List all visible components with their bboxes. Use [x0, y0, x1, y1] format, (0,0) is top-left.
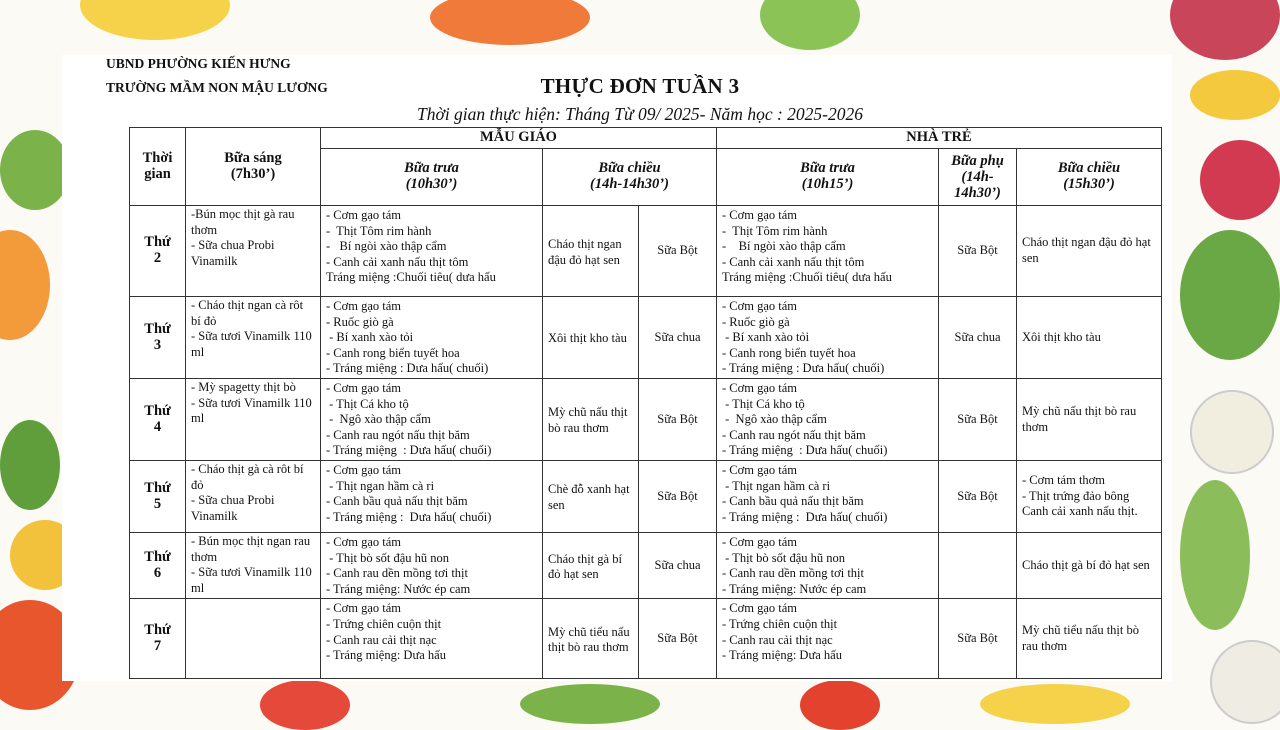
bottom-greens-decoration	[520, 684, 660, 724]
mg-afternoon-milk-cell	[639, 206, 717, 297]
mg-lunch-item: - Tráng miệng: Dưa hấu	[326, 648, 446, 663]
nt-snack-cell	[939, 297, 1017, 379]
nt-lunch-cell	[717, 533, 939, 599]
mg-afternoon-header-label: Bữa chiều	[598, 160, 661, 177]
nt-lunch-item: - Thịt Cá kho tộ	[722, 396, 805, 411]
mg-lunch-item: - Bí ngòi xào thập cẩm	[326, 239, 447, 254]
nt-snack: Sữa Bột	[957, 243, 998, 258]
nt-lunch-item: - Thịt bò sốt đậu hũ non	[722, 550, 846, 565]
time-column-header	[130, 128, 186, 206]
nt-lunch-item: - Tráng miệng : Dưa hấu( chuối)	[722, 443, 888, 458]
day-number: 4	[153, 418, 162, 435]
nt-snack: Sữa Bột	[957, 411, 998, 426]
day-cell	[130, 206, 186, 297]
mg-afternoon-food: Cháo thịt ngan đậu đỏ hạt sen	[548, 236, 622, 267]
nt-lunch-item: - Thịt Tôm rim hành	[722, 223, 828, 238]
nt-snack-cell	[939, 206, 1017, 297]
mg-afternoon-food: Mỳ chũ tiểu nấu thịt bò rau thơm	[548, 624, 630, 655]
carrot-top-decoration	[430, 0, 590, 45]
mg-lunch-item: - Thịt ngan hầm cà ri	[326, 478, 435, 493]
mg-lunch-item: - Tráng miệng: Nước ép cam	[326, 581, 471, 596]
mg-lunch-item: - Cơm gạo tám	[326, 601, 401, 616]
breakfast-column-header	[186, 128, 321, 206]
nt-afternoon: Cháo thịt ngan đậu đỏ hạt sen	[1022, 235, 1151, 265]
nt-snack-cell	[939, 461, 1017, 533]
beet-decoration	[1200, 140, 1280, 220]
breakfast-cell	[186, 379, 321, 461]
mg-afternoon-header-time: (14h-14h30’)	[590, 176, 669, 192]
day-cell	[130, 533, 186, 599]
mg-lunch-item: - Trứng chiên cuộn thịt	[326, 616, 442, 631]
breakfast-header-label: Bữa sáng	[224, 149, 282, 166]
breakfast-text: - Cháo thịt ngan cà rôt bí đỏ - Sữa tươi Vinamilk 110 ml	[191, 298, 312, 359]
mg-afternoon-food-cell	[543, 297, 639, 379]
nt-afternoon: - Cơm tám thơm - Thịt trứng đảo bông Canh cải xanh nấu thịt.	[1022, 473, 1138, 519]
nt-afternoon: Mỳ chũ nấu thịt bò rau thơm	[1022, 403, 1137, 434]
nt-lunch-item: - Bí ngòi xào thập cẩm	[722, 239, 846, 254]
nt-lunch-item: - Ngô xào thập cẩm	[722, 412, 827, 427]
mg-afternoon-food: Chè đỗ xanh hạt sen	[548, 482, 630, 512]
nt-lunch-header-label: Bữa trưa	[800, 160, 855, 177]
day-number: 2	[153, 250, 162, 266]
mg-lunch-item: - Cơm gạo tám	[326, 381, 401, 395]
mg-lunch-item: - Tráng miệng : Dưa hấu( chuối)	[326, 361, 489, 376]
onion-decoration	[1170, 0, 1280, 60]
mg-lunch-cell	[321, 599, 543, 679]
mg-afternoon-milk: Sữa chua	[654, 329, 701, 344]
nt-snack: Sữa Bột	[957, 631, 998, 646]
nt-lunch-cell	[717, 379, 939, 461]
nt-afternoon-cell	[1017, 206, 1162, 297]
mg-lunch-item: - Ruốc giò gà	[326, 314, 394, 329]
nt-lunch-item: - Tráng miệng: Nước ép cam	[722, 581, 867, 596]
mg-afternoon-milk: Sữa chua	[654, 557, 701, 572]
table-row	[130, 599, 1162, 679]
nt-lunch-item: - Canh bầu quả nấu thịt băm	[722, 494, 864, 509]
mg-lunch-item: - Tráng miệng : Dưa hấu( chuối)	[326, 443, 492, 458]
nt-snack-cell	[939, 379, 1017, 461]
breakfast-text: - Bún mọc thịt ngan rau thơm - Sữa tươi Vinamilk 110 ml	[191, 534, 312, 595]
day-number: 7	[153, 637, 162, 654]
nt-afternoon-cell	[1017, 297, 1162, 379]
mg-afternoon-food: Cháo thịt gà bí đỏ hạt sen	[548, 551, 622, 582]
nt-lunch-header	[717, 149, 939, 206]
mg-lunch-item: - Thịt Tôm rim hành	[326, 223, 432, 238]
corn-decoration	[80, 0, 230, 40]
nt-snack-header-time-end: 14h30’)	[954, 185, 1001, 201]
breakfast-text: - Mỳ spagetty thịt bò - Sữa tươi Vinamilk 110 ml	[191, 380, 312, 426]
broccoli-right-decoration	[1180, 230, 1280, 360]
nt-afternoon-header-time: (15h30’)	[1063, 176, 1115, 192]
radish-decoration	[1190, 390, 1274, 474]
mg-lunch-cell	[321, 379, 543, 461]
nt-afternoon-header	[1017, 149, 1162, 206]
mg-afternoon-food-cell	[543, 206, 639, 297]
day-label: Thứ	[144, 479, 171, 496]
mg-afternoon-milk-cell	[639, 533, 717, 599]
bottom-corn-decoration	[980, 684, 1130, 724]
nt-lunch-cell	[717, 599, 939, 679]
nt-lunch-cell	[717, 461, 939, 533]
nt-lunch-item: - Canh rau dền mồng tơi thịt	[722, 566, 865, 581]
school-name: TRƯỜNG MẦM NON MẬU LƯƠNG	[106, 80, 328, 95]
mg-lunch-item: - Cơm gạo tám	[326, 208, 401, 222]
day-number: 6	[153, 564, 162, 581]
mg-afternoon-food-cell	[543, 599, 639, 679]
mg-afternoon-milk-cell	[639, 599, 717, 679]
breakfast-cell	[186, 599, 321, 679]
table-row	[130, 297, 1162, 379]
garlic-decoration	[1210, 640, 1280, 724]
day-number: 3	[153, 336, 162, 353]
nt-lunch-item: - Trứng chiên cuộn thịt	[722, 616, 838, 631]
nt-snack: Sữa chua	[954, 329, 1001, 344]
nt-afternoon-cell	[1017, 599, 1162, 679]
nt-snack-cell	[939, 533, 1017, 599]
mg-lunch-item: - Tráng miệng : Dưa hấu( chuối)	[326, 509, 492, 524]
mg-afternoon-header	[543, 149, 717, 206]
nt-lunch-item: - Cơm gạo tám	[722, 535, 797, 549]
nt-lunch-item: - Canh rau cải thịt nạc	[722, 632, 833, 647]
nt-afternoon-cell	[1017, 379, 1162, 461]
day-label: Thứ	[144, 549, 171, 566]
mg-lunch-item: - Canh rau cải thịt nạc	[326, 632, 437, 647]
nt-snack-header	[939, 149, 1017, 206]
day-label: Thứ	[144, 402, 171, 419]
nt-lunch-item: - Cơm gạo tám	[722, 463, 797, 477]
nt-snack-cell	[939, 599, 1017, 679]
mg-afternoon-milk-cell	[639, 379, 717, 461]
mg-lunch-cell	[321, 461, 543, 533]
day-cell	[130, 599, 186, 679]
mg-lunch-header-label: Bữa trưa	[404, 160, 459, 177]
nt-lunch-item: - Canh rong biển tuyết hoa	[722, 345, 856, 360]
nt-lunch-item: - Cơm gạo tám	[722, 601, 797, 616]
nt-lunch-item: - Canh cải xanh nấu thịt tôm	[722, 254, 865, 269]
page-title: THỰC ĐƠN TUẦN 3	[540, 74, 740, 98]
mg-lunch-item: Tráng miệng :Chuối tiêu( dưa hấu	[326, 270, 496, 285]
nt-afternoon: Mỳ chũ tiểu nấu thịt bò rau thơm	[1022, 623, 1139, 653]
mg-lunch-item: - Canh rau ngót nấu thịt băm	[326, 427, 470, 442]
nt-afternoon-cell	[1017, 533, 1162, 599]
mg-afternoon-milk: Sữa Bột	[657, 243, 698, 258]
weekly-menu-table	[129, 127, 1162, 679]
day-cell	[130, 297, 186, 379]
nt-afternoon: Cháo thịt gà bí đỏ hạt sen	[1022, 557, 1150, 572]
mg-lunch-item: - Canh bầu quả nấu thịt băm	[326, 494, 468, 509]
bottom-pepper-decoration	[800, 680, 880, 730]
mg-lunch-header	[321, 149, 543, 206]
time-header-label: Thời gian	[142, 149, 173, 182]
nt-lunch-item: - Tráng miệng : Dưa hấu( chuối)	[722, 509, 888, 524]
mg-lunch-cell	[321, 297, 543, 379]
mg-afternoon-milk: Sữa Bột	[657, 631, 698, 646]
mg-afternoon-milk-cell	[639, 297, 717, 379]
mg-afternoon-food-cell	[543, 533, 639, 599]
day-number: 5	[153, 495, 162, 512]
bottom-veg-decoration	[260, 680, 350, 730]
nt-lunch-cell	[717, 206, 939, 297]
breakfast-cell	[186, 297, 321, 379]
table-row	[130, 379, 1162, 461]
page-subtitle: Thời gian thực hiện: Tháng Từ 09/ 2025- Năm học : 2025-2026	[417, 104, 863, 124]
nt-lunch-item: - Ruốc giò gà	[722, 314, 790, 329]
mg-afternoon-milk: Sữa Bột	[657, 488, 698, 503]
table-row	[130, 461, 1162, 533]
mg-lunch-item: - Thịt bò sốt đậu hũ non	[326, 550, 450, 565]
menu-body	[130, 206, 1162, 679]
breakfast-cell	[186, 206, 321, 297]
nt-lunch-item: - Tráng miệng: Dưa hấu	[722, 648, 842, 663]
mg-afternoon-food-cell	[543, 461, 639, 533]
breakfast-header-time: (7h30’)	[230, 165, 276, 182]
mg-lunch-item: - Cơm gạo tám	[326, 299, 401, 313]
nt-afternoon: Xôi thịt kho tàu	[1022, 329, 1101, 344]
nt-lunch-item: - Cơm gạo tám	[722, 299, 797, 313]
day-label: Thứ	[144, 320, 171, 337]
mg-lunch-item: - Ngô xào thập cẩm	[326, 412, 431, 427]
day-cell	[130, 379, 186, 461]
mg-afternoon-food: Xôi thịt kho tàu	[548, 331, 627, 346]
mg-afternoon-food-cell	[543, 379, 639, 461]
mg-lunch-item: - Canh rau dền mồng tơi thịt	[326, 566, 469, 581]
nt-lunch-item: - Canh rau ngót nấu thịt băm	[722, 427, 866, 442]
nt-snack-header-label: Bữa phụ	[951, 153, 1004, 169]
leek-decoration	[1180, 480, 1250, 630]
mg-lunch-item: - Bí xanh xào tỏi	[326, 330, 414, 345]
breakfast-cell	[186, 461, 321, 533]
breakfast-text: - Cháo thịt gà cà rôt bí đỏ - Sữa chua Probi Vinamilk	[191, 462, 304, 523]
mg-lunch-cell	[321, 206, 543, 297]
mg-lunch-item: - Canh cải xanh nấu thịt tôm	[326, 254, 469, 269]
mg-lunch-item: - Thịt Cá kho tộ	[326, 396, 409, 411]
nha-tre-group-header: NHÀ TRẺ	[717, 128, 1162, 149]
nt-lunch-item: - Thịt ngan hầm cà ri	[722, 478, 831, 493]
nt-lunch-header-time: (10h15’)	[801, 176, 854, 192]
day-label: Thứ	[144, 622, 171, 639]
nt-lunch-item: - Tráng miệng : Dưa hấu( chuối)	[722, 361, 885, 376]
carrot-decoration	[0, 230, 50, 340]
nt-afternoon-cell	[1017, 461, 1162, 533]
mg-afternoon-milk-cell	[639, 461, 717, 533]
organization-name: UBND PHƯỜNG KIẾN HƯNG	[106, 56, 291, 71]
nt-afternoon-header-label: Bữa chiều	[1057, 160, 1121, 177]
breakfast-text: -Bún mọc thịt gà rau thơm - Sữa chua Probi Vinamilk	[191, 207, 295, 268]
mg-lunch-header-time: (10h30’)	[405, 176, 458, 192]
mg-lunch-item: - Cơm gạo tám	[326, 535, 401, 549]
greens-decoration	[0, 420, 60, 510]
table-row	[130, 533, 1162, 599]
nt-lunch-item: - Bí xanh xào tỏi	[722, 330, 810, 345]
nt-lunch-cell	[717, 297, 939, 379]
nt-snack-header-time-start: (14h-	[961, 169, 994, 185]
mg-afternoon-milk: Sữa Bột	[657, 411, 698, 426]
day-cell	[130, 461, 186, 533]
nt-snack: Sữa Bột	[957, 488, 998, 503]
mg-lunch-cell	[321, 533, 543, 599]
mg-afternoon-food: Mỳ chũ nấu thịt bò rau thơm	[548, 405, 628, 435]
nt-lunch-item: - Cơm gạo tám	[722, 208, 797, 222]
nt-lunch-item: - Cơm gạo tám	[722, 381, 797, 395]
table-row	[130, 206, 1162, 297]
group-header-row	[130, 128, 1162, 149]
day-label: Thứ	[144, 234, 171, 251]
mg-lunch-item: - Canh rong biển tuyết hoa	[326, 345, 460, 360]
broccoli-decoration	[0, 130, 70, 210]
mg-lunch-item: - Cơm gạo tám	[326, 463, 401, 477]
mau-giao-group-header: MẪU GIÁO	[321, 128, 717, 149]
cabbage-decoration	[760, 0, 860, 50]
nt-lunch-item: Tráng miệng :Chuối tiêu( dưa hấu	[722, 270, 892, 285]
breakfast-cell	[186, 533, 321, 599]
